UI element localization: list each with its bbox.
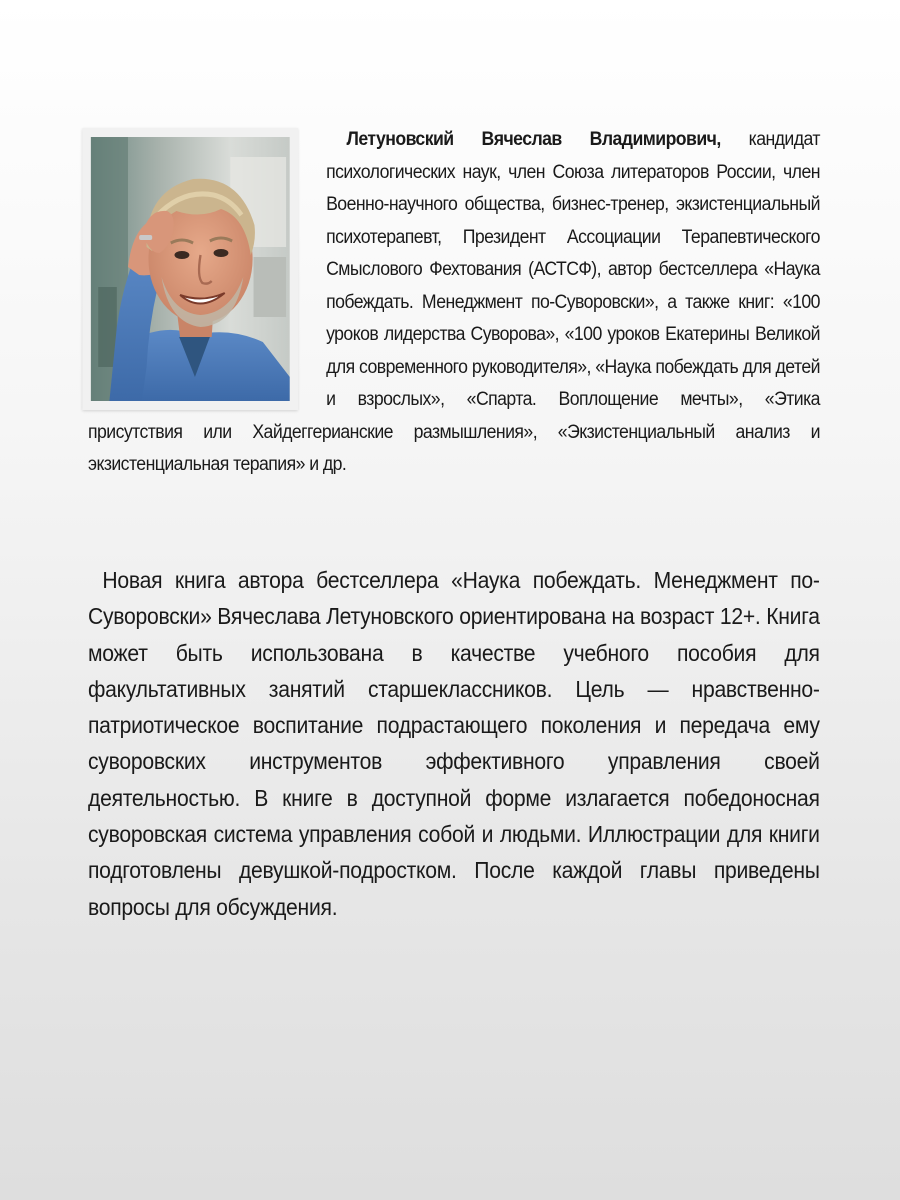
author-section <box>88 124 820 482</box>
book-annotation-text: Новая книга автора бестселлера «Наука побеждать. Менеджмент по-Суворовски» Вячеслава Летуновского ориентирована на возраст 12+. Книга может быть использована в качестве учебного пособия для факультативных занятий старшеклассников. Цель — нравственно-патриотическое воспитание подрастающего поколения и передача ему суворовских инструментов эффективного управления своей деятельностью. В книге в доступной форме излагается победоносная суворовская система управления собой и людьми. Иллюстрации для книги подготовлены девушкой-подростком. После каждой главы приведены вопросы для обсуждения. <box>88 567 820 920</box>
author-bio <box>88 124 820 482</box>
author-photo-frame <box>82 128 298 410</box>
author-bio-text: кандидат психологических наук, член Союза литераторов России, член Военно-научного общества, бизнес-тренер, экзистенциальный психотерапевт, Президент Ассоциации Терапевтического Смыслового Фехтования (АСТСФ), автор бестселлера «Наука побеждать. Менеджмент по-Суворовски», а также книг: «100 уроков лидерства Суворова», «100 уроков Екатерины Великой для современного руководителя», «Наука побеждать для детей и взрослых», «Спарта. Воплощение мечты», «Этика присутствия или Хайдеггерианские размышления», «Экзистенциальный анализ и экзистенциальная терапия» и др. <box>88 129 820 475</box>
author-photo <box>91 137 290 401</box>
book-annotation <box>88 562 820 925</box>
author-name: Летуновский Вячеслав Владимирович, <box>346 129 721 150</box>
